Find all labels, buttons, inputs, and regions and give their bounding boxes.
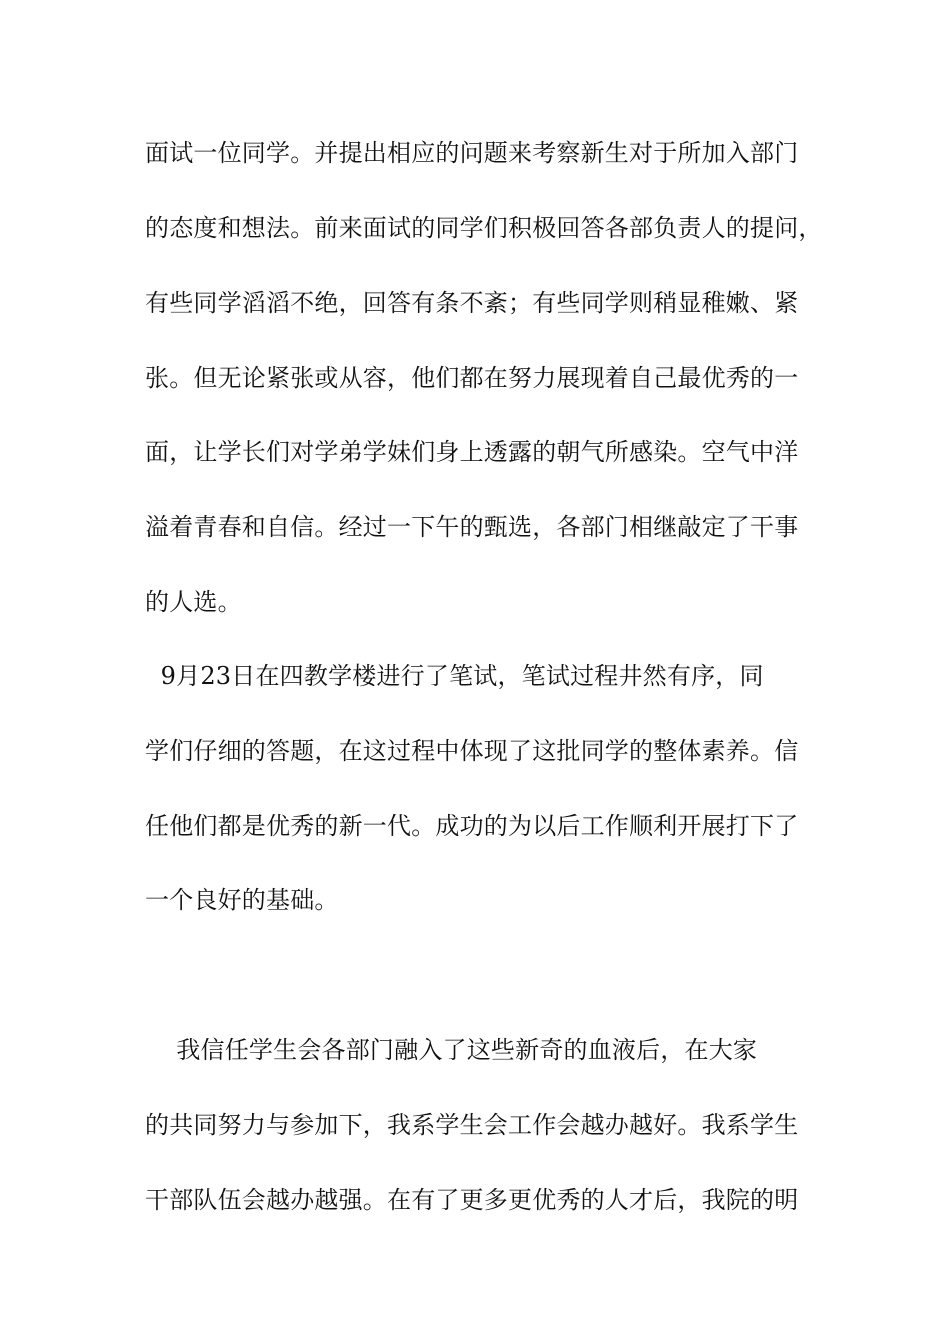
- text-line: 一个良好的基础。: [145, 886, 339, 914]
- text-line: 9月23日在四教学楼进行了笔试，笔试过程井然有序，同: [145, 662, 764, 690]
- text-line: 的态度和想法。前来面试的同学们积极回答各部负责人的提问，: [145, 214, 823, 242]
- text-line: 的共同努力与参加下，我系学生会工作会越办越好。我系学生: [145, 1111, 799, 1139]
- text-line: 溢着青春和自信。经过一下午的甄选，各部门相继敲定了干事: [145, 513, 799, 541]
- text-line: 我信任学生会各部门融入了这些新奇的血液后，在大家: [145, 1036, 758, 1064]
- text-line: 张。但无论紧张或从容，他们都在努力展现着自己最优秀的一: [145, 364, 799, 392]
- text-line: 学们仔细的答题，在这过程中体现了这批同学的整体素养。信: [145, 737, 799, 765]
- text-line: 的人选。: [145, 588, 242, 616]
- text-line: 面试一位同学。并提出相应的问题来考察新生对于所加入部门: [145, 139, 799, 167]
- text-line: 有些同学滔滔不绝，回答有条不紊；有些同学则稍显稚嫩、紧: [145, 289, 799, 317]
- text-line: 任他们都是优秀的新一代。成功的为以后工作顺利开展打下了: [145, 812, 799, 840]
- text-line: 干部队伍会越办越强。在有了更多更优秀的人才后，我院的明: [145, 1186, 799, 1214]
- text-line: 面，让学长们对学弟学妹们身上透露的朝气所感染。空气中洋: [145, 438, 799, 466]
